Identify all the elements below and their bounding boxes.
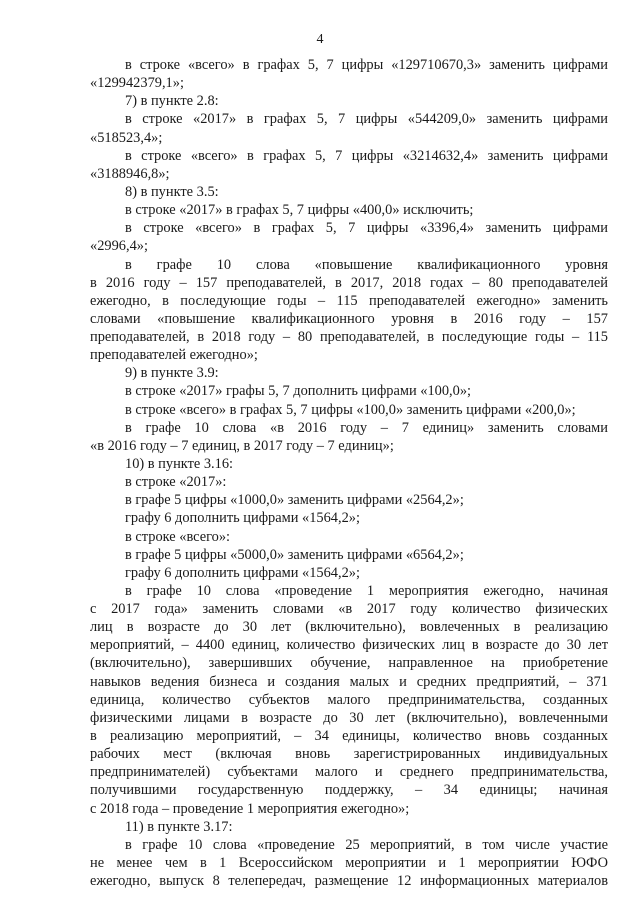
text-line: (включительно), завершивших обучение, направленное на приобретение (90, 655, 608, 672)
text-line: навыков ведения бизнеса и создания малых и средних предприятий, – 371 (90, 673, 608, 690)
text-line: в 2016 году – 157 преподавателей, в 2017, 2018 годах – 80 преподавателей (90, 274, 608, 291)
text-line: в реализацию мероприятий, – 34 единицы, количество вновь созданных (90, 727, 608, 744)
text-line: лиц в возрасте до 30 лет (включительно), вовлеченных в реализацию (90, 619, 608, 636)
text-line: в строке «2017»: (125, 474, 227, 491)
list-item-heading: 9) в пункте 3.9: (125, 365, 219, 382)
text-line: «в 2016 году – 7 единиц, в 2017 году – 7 единиц»; (90, 437, 394, 454)
text-line: «129942379,1»; (90, 75, 184, 92)
text-line: в графе 5 цифры «5000,0» заменить цифрами «6564,2»; (125, 546, 464, 563)
text-line: ежегодно, в последующие годы – 115 преподавателей ежегодно» заменить (90, 292, 608, 309)
text-line: физическими лицами в возрасте до 30 лет (включительно), вовлеченными (90, 709, 608, 726)
text-line: «518523,4»; (90, 129, 163, 146)
text-line: графу 6 дополнить цифрами «1564,2»; (125, 510, 360, 527)
text-line: в графе 10 слова «проведение 25 мероприятий, в том числе участие (125, 836, 608, 853)
text-line: графу 6 дополнить цифрами «1564,2»; (125, 564, 360, 581)
text-line: в строке «2017» в графах 5, 7 цифры «544209,0» заменить цифрами (125, 111, 608, 128)
text-line: получившими государственную поддержку, – 34 единицы; начиная (90, 782, 608, 799)
text-line: в строке «всего» в графах 5, 7 цифры «129710670,3» заменить цифрами (125, 57, 608, 73)
text-line: рабочих мест (включая вновь зарегистрированных индивидуальных (90, 746, 608, 763)
text-line: «2996,4»; (90, 238, 148, 255)
text-line: в строке «2017» графы 5, 7 дополнить цифрами «100,0»; (125, 383, 472, 400)
text-line: «3188946,8»; (90, 165, 170, 182)
text-line: мероприятий, – 4400 единиц, количество физических лиц в возрасте до 30 лет (90, 637, 608, 654)
text-line: словами «повышение квалификационного уровня в 2016 году – 157 (90, 310, 608, 327)
text-line: с 2017 года» заменить словами «в 2017 году количество физических (90, 601, 608, 617)
text-line: в графе 10 слова «проведение 1 мероприятия ежегодно, начиная (125, 582, 608, 599)
text-line: в строке «всего»: (125, 528, 231, 545)
list-item-heading: 7) в пункте 2.8: (125, 93, 219, 110)
text-line: в строке «всего» в графах 5, 7 цифры «3214632,4» заменить цифрами (125, 147, 608, 164)
text-line: в строке «2017» в графах 5, 7 цифры «400,0» исключить; (125, 202, 474, 219)
list-item-heading: 8) в пункте 3.5: (125, 183, 219, 200)
text-line: преподавателей, в 2018 году – 80 преподавателей, в последующие годы – 115 (90, 329, 608, 345)
page-number: 4 (316, 32, 324, 47)
text-line: с 2018 года – проведение 1 мероприятия ежегодно»; (90, 800, 410, 817)
text-line: в графе 10 слова «в 2016 году – 7 единиц» заменить словами (125, 419, 608, 436)
text-line: единица, количество субъектов малого предпринимательства, созданных (90, 691, 608, 708)
list-item-heading: 11) в пункте 3.17: (125, 818, 233, 835)
text-line: ежегодно, выпуск 8 телепередач, размещение 12 информационных материалов (90, 873, 608, 889)
list-item-heading: 10) в пункте 3.16: (125, 455, 234, 472)
text-line: в строке «всего» в графах 5, 7 цифры «3396,4» заменить цифрами (125, 220, 608, 237)
text-line: в графе 10 слова «повышение квалификационного уровня (125, 256, 608, 273)
text-line: в строке «всего» в графах 5, 7 цифры «100,0» заменить цифрами «200,0»; (125, 401, 576, 418)
text-line: предпринимателей) субъектами малого и среднего предпринимательства, (90, 764, 608, 781)
text-line: не менее чем в 1 Всероссийском мероприятии и 1 мероприятии ЮФО (90, 854, 608, 871)
text-line: в графе 5 цифры «1000,0» заменить цифрами «2564,2»; (125, 492, 464, 509)
text-line: преподавателей ежегодно»; (90, 347, 258, 364)
